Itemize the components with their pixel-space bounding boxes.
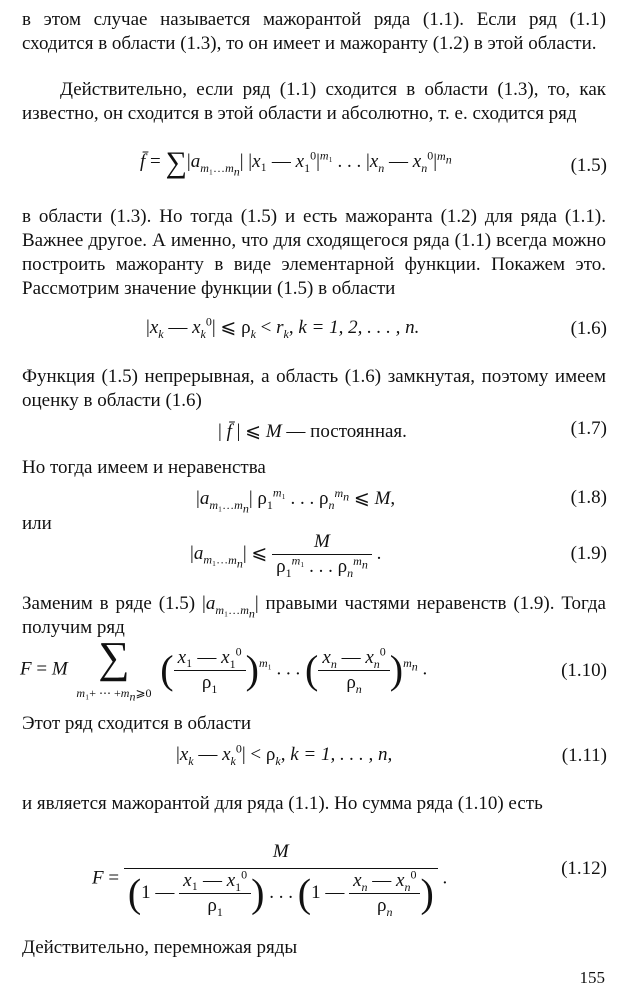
- equation-number-1-6: (1.6): [570, 318, 607, 339]
- paragraph-2: Действительно, если ряд (1.1) сходится в области (1.3), то, как известно, он сходится в этой области и абсолютно, т. е. сходится ряд: [22, 79, 606, 124]
- paragraph-4: Функция (1.5) непрерывная, а область (1.6) замкнутая, поэтому имеем оценку в области (1.6): [22, 366, 606, 411]
- equation-1-12: F = M (1 — $\frac{x_1 — x_1^0}{\rho_1}$ ) . . . (1 — $\frac{x_n — x_n^0}{\rho_n}$ ) .: [92, 841, 448, 919]
- equation-number-1-11: (1.11): [561, 745, 607, 766]
- paragraph-7: Заменим в ряде (1.5) $|a_{m_1\dots m_n}|$ правыми частями неравенств (1.9). Тогда получим ряд: [22, 593, 606, 638]
- equation-1-6-tail: k = 1, 2, . . . , n.: [298, 317, 420, 338]
- paragraph-8: Этот ряд сходится в области: [22, 713, 251, 734]
- paragraph-5: Но тогда имеем и неравенства: [22, 457, 266, 478]
- equation-number-1-5: (1.5): [570, 155, 607, 176]
- equation-1-11-tail: k = 1, . . . , n,: [290, 744, 393, 765]
- equation-number-1-10: (1.10): [561, 660, 607, 681]
- equation-number-1-7: (1.7): [570, 418, 607, 439]
- paragraph-1: в этом случае называется мажорантой ряда (1.1). Если ряд (1.1) сходится в области (1.3), то он имеет и мажоранту (1.2) в этой области.: [22, 9, 606, 54]
- equation-1-11: $|x_k$ — $x_k^0| < \rho_k$, k = 1, . . . , n,: [176, 741, 393, 768]
- paragraph-7-end: правыми частями неравенств (1.9). Тогда получим ряд: [22, 593, 606, 638]
- equation-number-1-12: (1.12): [561, 858, 607, 879]
- paragraph-6: или: [22, 513, 52, 534]
- equation-1-8: $|a_{m_1\dots m_n}|$ $\rho_1^{m_1}$ . . . $\rho_n^{m_n}$ ⩽ M,: [196, 485, 396, 516]
- paragraph-7-start: Заменим в ряде (1.5): [22, 593, 196, 614]
- equation-1-9: $|a_{m_1\dots m_n}|$ ⩽ $\frac{M}{\rho_1^{m_1} . . . \rho_n^{m_n}}$ .: [190, 531, 382, 580]
- paragraph-9: и является мажорантой для ряда (1.1). Но сумма ряда (1.10) есть: [22, 793, 543, 814]
- page-number: 155: [579, 968, 605, 987]
- equation-number-1-8: (1.8): [570, 487, 607, 508]
- equation-1-7: | f̄ | ⩽ M — постоянная.: [218, 421, 407, 442]
- equation-number-1-9: (1.9): [570, 543, 607, 564]
- equation-1-7-text: — постоянная.: [286, 421, 407, 442]
- paragraph-10: Действительно, перемножая ряды: [22, 937, 298, 958]
- paragraph-3: в области (1.3). Но тогда (1.5) и есть мажоранта (1.2) для ряда (1.1). Важнее другое. А именно, что для сходящегося ряда (1.1) всегда можно построить мажоранту в виде элементарной функции. Покажем это. Рассмотрим значение функции (1.5) в области: [22, 206, 606, 299]
- equation-1-6: $|x_k$ — $x_k^0|$ ⩽ $\rho_k < r_k$, k = 1, 2, . . . , n.: [146, 314, 420, 341]
- equation-1-10: F = M ∑ m₁+ ⋯ $+m_n⩾0$ ( $\frac{x_1 — x_1^0}{\rho_1}$ )$^{m_1}$ . . . ( $\frac{x_n — x_n^0}{\rho_n}$ )$^{m_n}$ .: [20, 633, 428, 704]
- equation-1-5: f̄ = $\sum|a_{m_1\dots m_n}|$ |x₁ — $x_1^0|^{m_1}$ . . . $|x_n$ — $x_n^0|^{m_n}$: [140, 146, 452, 179]
